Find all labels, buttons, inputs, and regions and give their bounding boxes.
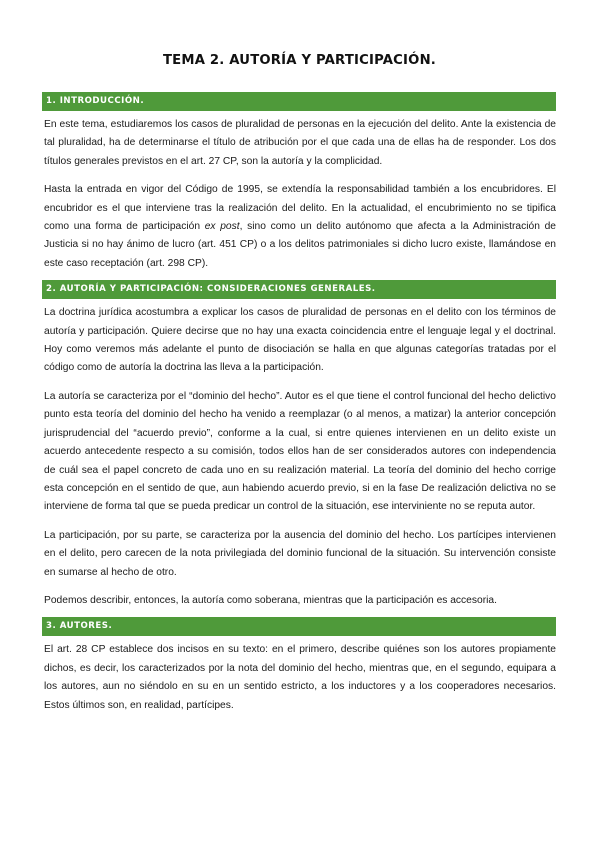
section-heading-introduccion: 1. INTRODUCCIÓN. xyxy=(42,92,556,111)
section-heading-autores: 3. AUTORES. xyxy=(42,617,556,636)
paragraph-text: , sino como un delito autónomo que afecta a la Administración de Justicia si no hay ánimo de lucro (art. 451 CP) o a los delitos patrimoniales si dicho lucro existe, llamándose en este caso receptación (art. 298 CP). xyxy=(44,221,556,269)
section-heading-autoria-participacion: 2. AUTORÍA Y PARTICIPACIÓN: CONSIDERACIONES GENERALES. xyxy=(42,280,556,299)
paragraph: En este tema, estudiaremos los casos de pluralidad de personas en la ejecución del delito. Ante la existencia de tal pluralidad, ha de determinarse el título de atribución por el que cada una de ellas ha de responder. Los dos títulos generales previstos en el art. 27 CP, son la autoría y la complicidad. xyxy=(44,119,556,167)
italic-term: ex post xyxy=(204,221,240,233)
page-title: TEMA 2. AUTORÍA Y PARTICIPACIÓN. xyxy=(162,53,437,68)
paragraph xyxy=(42,181,556,273)
paragraph: El art. 28 CP establece dos incisos en su texto: en el primero, describe quiénes son los autores propiamente dichos, es decir, los caracterizados por la nota del dominio del hecho, mientras que, en el segundo, equipara a los autores, aun no siéndolo en su en un sentido estricto, a los inductores y a los cooperadores necesarios. Estos últimos son, en realidad, partícipes. xyxy=(44,644,556,711)
paragraph-text: Hasta la entrada en vigor del Código de 1995, se extendía la responsabilidad también a los encubridores. El encubridor es el que interviene tras la realización del delito. En la actualidad, el encubrimiento no se tipifica como una forma de participación xyxy=(44,184,556,233)
paragraph: Podemos describir, entonces, la autoría como soberana, mientras que la participación es accesoria. xyxy=(44,594,497,606)
paragraph: La doctrina jurídica acostumbra a explicar los casos de pluralidad de personas en el delito con los términos de autoría y participación. Quiere decirse que no hay una exacta coincidencia entre el lenguaje legal y el doctrinal. Hoy como veremos más adelante el punto de disociación se halla en que algunas categorías tratadas por el código como de autoría la doctrina las lleva a la participación. xyxy=(44,307,556,374)
paragraph: La participación, por su parte, se caracteriza por la ausencia del dominio del hecho. Los partícipes intervienen en el delito, pero carecen de la nota privilegiada del dominio funcional de la situación. Su intervención consiste en sumarse al hecho de otro. xyxy=(44,529,556,578)
paragraph: La autoría se caracteriza por el “dominio del hecho”. Autor es el que tiene el control funcional del hecho delictivo punto esta teoría del dominio del hecho ha venido a reemplazar (o al menos, a matizar) la anterior concepción jurisprudencial del “acuerdo previo”, conforme a la cual, si entre quienes intervienen en un delito existe un acuerdo antecedente respecto a su comisión, todos ellos han de ser considerados autores con independencia de cuál sea el papel concreto de cada uno en su realización material. La teoría del dominio del hecho corrige esta concepción en el sentido de que, aun habiendo acuerdo previo, si en la fase De realización delictiva no se interviene de forma tal que se pueda predicar un control de la situación, ese interviniente no se reputa autor. xyxy=(44,390,556,513)
document-body xyxy=(42,92,556,715)
